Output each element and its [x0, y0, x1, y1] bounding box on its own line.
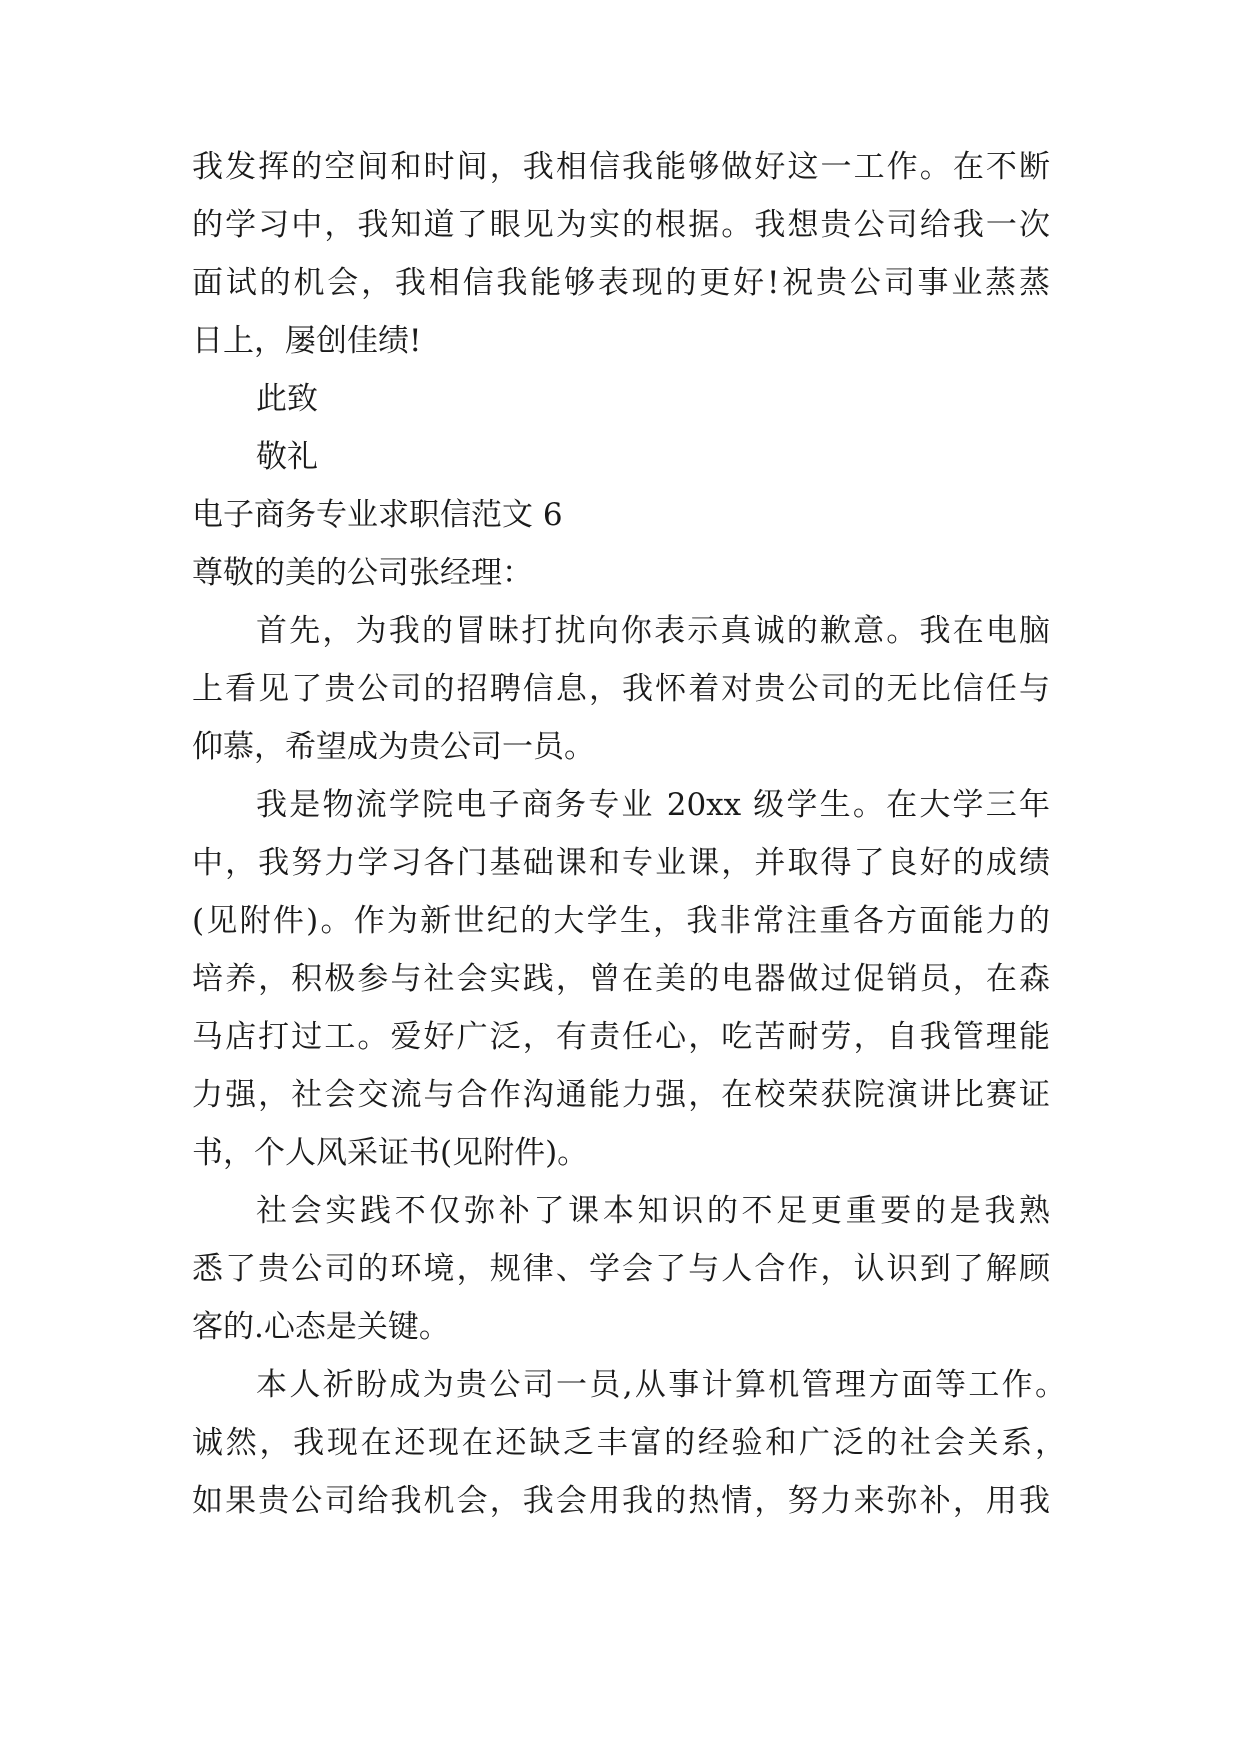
paragraph-line: 诚然，我现在还现在还缺乏丰富的经验和广泛的社会关系， [192, 1425, 1066, 1461]
paragraph-line: 如果贵公司给我机会，我会用我的热情，努力来弥补，用我 [192, 1483, 1050, 1519]
body-text-line: 我发挥的空间和时间，我相信我能够做好这一工作。在不断 [192, 149, 1050, 185]
paragraph-line: 首先，为我的冒昧打扰向你表示真诚的歉意。我在电脑 [256, 613, 1050, 649]
salutation: 尊敬的美的公司张经理： [192, 555, 533, 591]
paragraph-line: 悉了贵公司的环境，规律、学会了与人合作，认识到了解顾 [192, 1251, 1050, 1287]
paragraph-line: 上看见了贵公司的招聘信息，我怀着对贵公司的无比信任与 [192, 671, 1050, 707]
section-title: 电子商务专业求职信范文 6 [192, 497, 563, 533]
paragraph-line: 本人祈盼成为贵公司一员,从事计算机管理方面等工作。 [256, 1367, 1066, 1403]
body-text-line: 面试的机会，我相信我能够表现的更好!祝贵公司事业蒸蒸 [192, 265, 1050, 301]
paragraph-line: 社会实践不仅弥补了课本知识的不足更重要的是我熟 [256, 1193, 1050, 1229]
paragraph-line: 书，个人风采证书(见附件)。 [192, 1135, 589, 1171]
paragraph-line: 力强，社会交流与合作沟通能力强，在校荣获院演讲比赛证 [192, 1077, 1050, 1113]
body-text-line: 的学习中，我知道了眼见为实的根据。我想贵公司给我一次 [192, 207, 1050, 243]
paragraph-line: 仰慕，希望成为贵公司一员。 [192, 729, 595, 765]
paragraph-line: 中，我努力学习各门基础课和专业课，并取得了良好的成绩 [192, 845, 1050, 881]
paragraph-line: 我是物流学院电子商务专业 20xx 级学生。在大学三年 [256, 787, 1050, 823]
body-text-line: 日上，屡创佳绩! [192, 323, 422, 359]
closing-greeting: 此致 [256, 381, 318, 417]
paragraph-line: 客的.心态是关键。 [192, 1309, 450, 1345]
paragraph-line: (见附件)。作为新世纪的大学生，我非常注重各方面能力的 [192, 903, 1050, 939]
closing-regards: 敬礼 [256, 439, 318, 475]
paragraph-line: 马店打过工。爱好广泛，有责任心，吃苦耐劳，自我管理能 [192, 1019, 1050, 1055]
paragraph-line: 培养，积极参与社会实践，曾在美的电器做过促销员，在森 [192, 961, 1050, 997]
